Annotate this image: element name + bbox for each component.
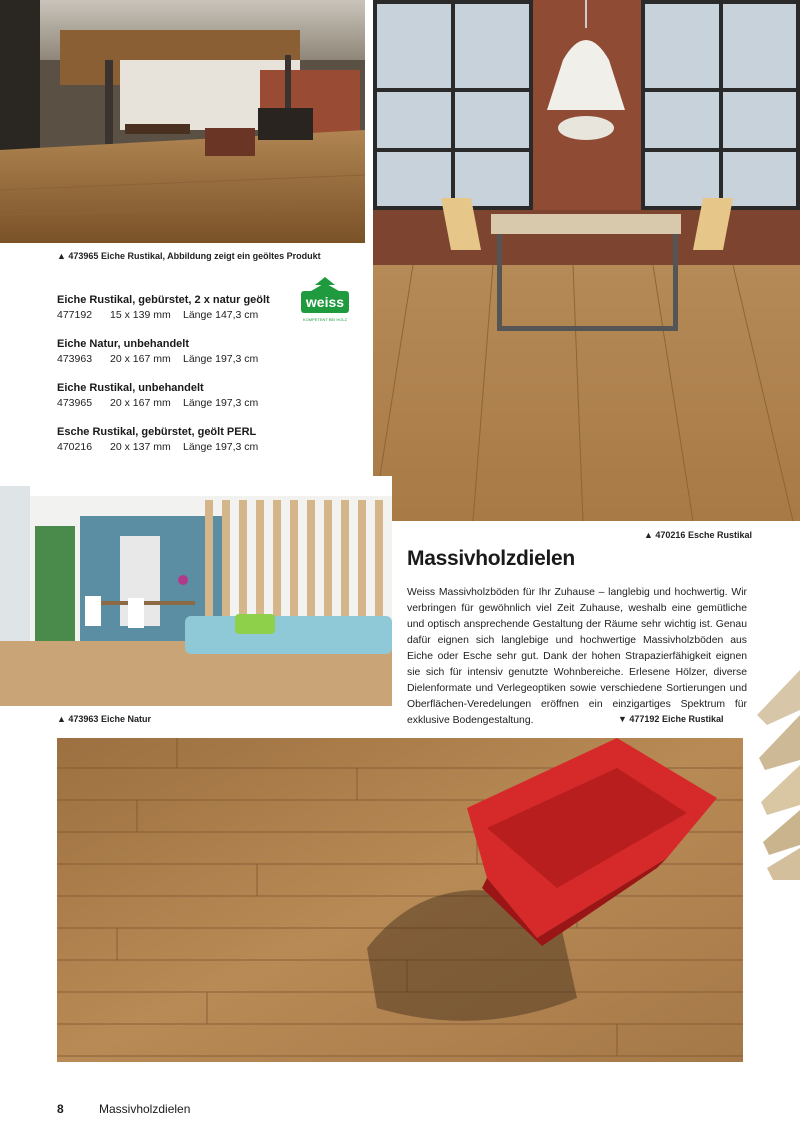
- svg-text:KOMPETENT BEI HOLZ: KOMPETENT BEI HOLZ: [302, 317, 348, 322]
- product-code: 470216: [57, 441, 93, 453]
- product-item: [57, 293, 287, 323]
- photo-loft-interior: [0, 0, 365, 243]
- photo-oak-floor-chair: [57, 738, 743, 1062]
- product-name: Eiche Rustikal, unbehandelt: [57, 382, 204, 394]
- photo-dining-room: [373, 0, 800, 521]
- product-item: [57, 425, 287, 455]
- product-code: 473963: [57, 353, 93, 365]
- section-body: Weiss Massivholzböden für Ihr Zuhause – langlebig und hochwertig. Wir verbringen für gewöhnlich viel Zeit Zuhause, weshalb eine gemütliche und optisch ansprechende Gestaltung der Räume sehr wichtig ist. Genau dafür eignen sich langlebige und hochwertige Massivholzböden aus Eiche oder Esche sehr gut. Dank der hohen Strapazierfähigkeit eignen sie sich für intensiv genutzte Wohnbereiche. Erlesene Hölzer, diverse Dielenformate und Verlegeoptiken sowie verschiedene Sortierungen und Oberflächen-Veredelungen eröffnen ein einzigartiges Spektrum für exklusive Bodengestaltung.: [407, 587, 747, 726]
- product-item: [57, 337, 287, 367]
- product-length: Länge 197,3 cm: [183, 441, 259, 453]
- svg-text:weiss: weiss: [305, 294, 345, 310]
- caption-top-left: ▲ 473965 Eiche Rustikal, Abbildung zeigt ein geöltes Produkt: [57, 251, 321, 261]
- weiss-logo: [299, 275, 351, 325]
- product-list: [57, 293, 287, 469]
- footer-label: Massivholzdielen: [99, 1102, 191, 1116]
- product-name: Esche Rustikal, gebürstet, geölt PERL: [57, 426, 257, 438]
- floorboard-samples: [757, 670, 800, 880]
- product-size: 20 x 137 mm: [110, 441, 171, 453]
- product-length: Länge 197,3 cm: [183, 397, 259, 409]
- product-length: Länge 197,3 cm: [183, 353, 259, 365]
- product-size: 15 x 139 mm: [110, 309, 171, 321]
- product-size: 20 x 167 mm: [110, 353, 171, 365]
- caption-middle-left: ▲ 473963 Eiche Natur: [57, 714, 151, 724]
- caption-top-right: ▲ 470216 Esche Rustikal: [644, 530, 752, 540]
- caption-middle-right: ▼ 477192 Eiche Rustikal: [618, 714, 724, 724]
- page-number: 8: [57, 1102, 64, 1116]
- photo-living-room: [0, 476, 392, 706]
- product-size: 20 x 167 mm: [110, 397, 171, 409]
- product-code: 477192: [57, 309, 93, 321]
- product-name: Eiche Rustikal, gebürstet, 2 x natur geölt: [57, 294, 270, 306]
- section-title: Massivholzdielen: [407, 547, 575, 570]
- product-item: [57, 381, 287, 411]
- product-name: Eiche Natur, unbehandelt: [57, 338, 190, 350]
- product-code: 473965: [57, 397, 93, 409]
- product-length: Länge 147,3 cm: [183, 309, 259, 321]
